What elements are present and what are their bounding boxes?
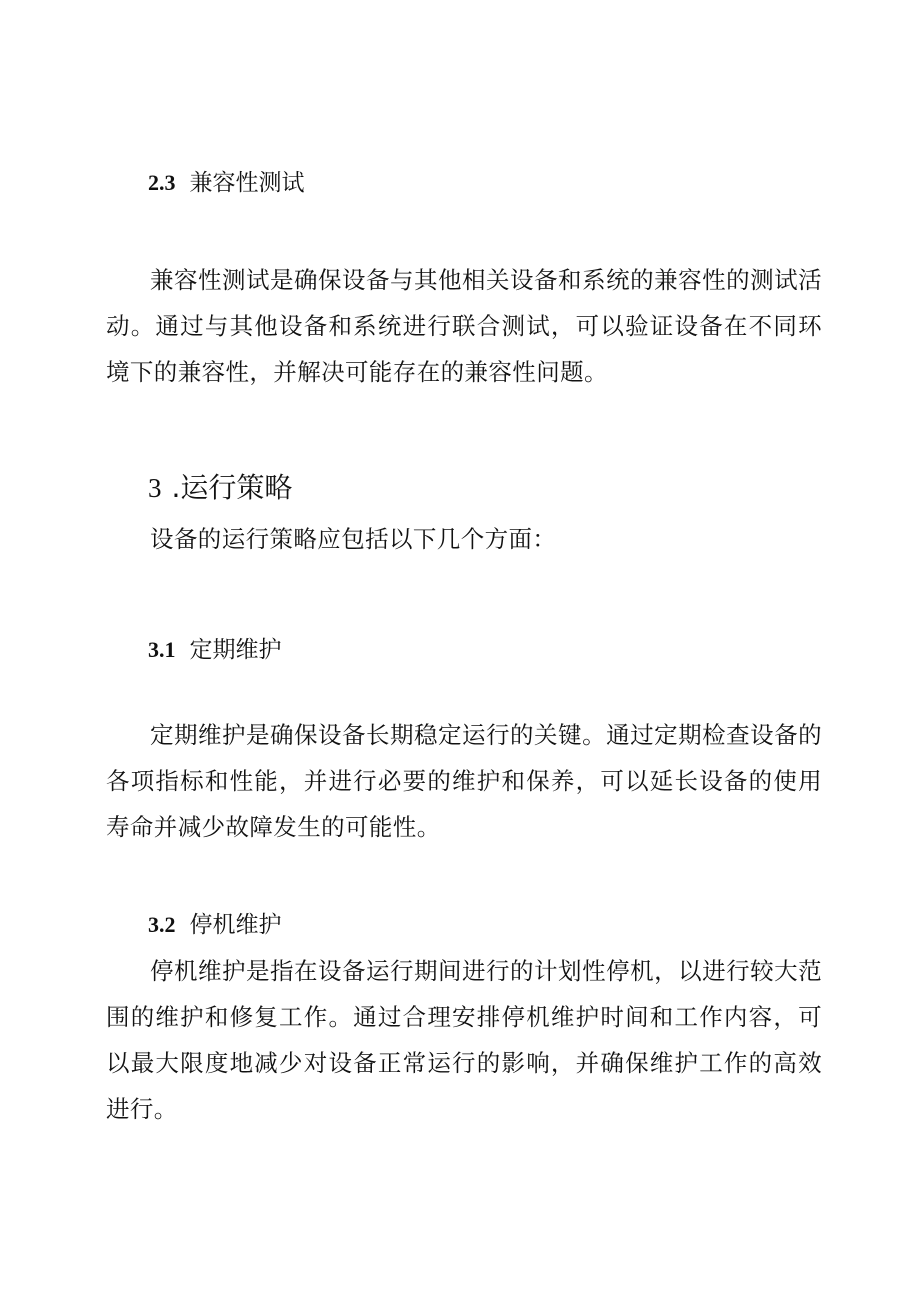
heading-3-1 [148, 635, 920, 665]
heading-number: 3.1 [148, 637, 176, 662]
paragraph-3-2: 停机维护是指在设备运行期间进行的计划性停机，以进行较大范围的维护和修复工作。通过合理安排停机维护时间和工作内容，可以最大限度地减少对设备正常运行的影响，并确保维护工作的高效进行。 [106, 957, 822, 1123]
heading-title: 停机维护 [189, 912, 282, 938]
paragraph-2-3: 兼容性测试是确保设备与其他相关设备和系统的兼容性的测试活动。通过与其他设备和系统进行联合测试，可以验证设备在不同环境下的兼容性，并解决可能存在的兼容性问题。 [106, 266, 822, 386]
paragraph-3-1: 定期维护是确保设备长期稳定运行的关键。通过定期检查设备的各项指标和性能，并进行必要的维护和保养，可以延长设备的使用寿命并减少故障发生的可能性。 [106, 721, 822, 841]
heading-title: 兼容性测试 [189, 170, 305, 196]
heading-2-3 [148, 168, 920, 198]
heading-number: 2.3 [148, 170, 176, 195]
paragraph-3: 设备的运行策略应包括以下几个方面： [150, 525, 557, 553]
heading-3-2 [148, 910, 920, 940]
heading-title: .运行策略 [171, 471, 293, 504]
heading-title: 定期维护 [189, 637, 282, 663]
heading-number: 3 [148, 473, 162, 503]
heading-3 [148, 470, 920, 506]
heading-number: 3.2 [148, 912, 176, 937]
